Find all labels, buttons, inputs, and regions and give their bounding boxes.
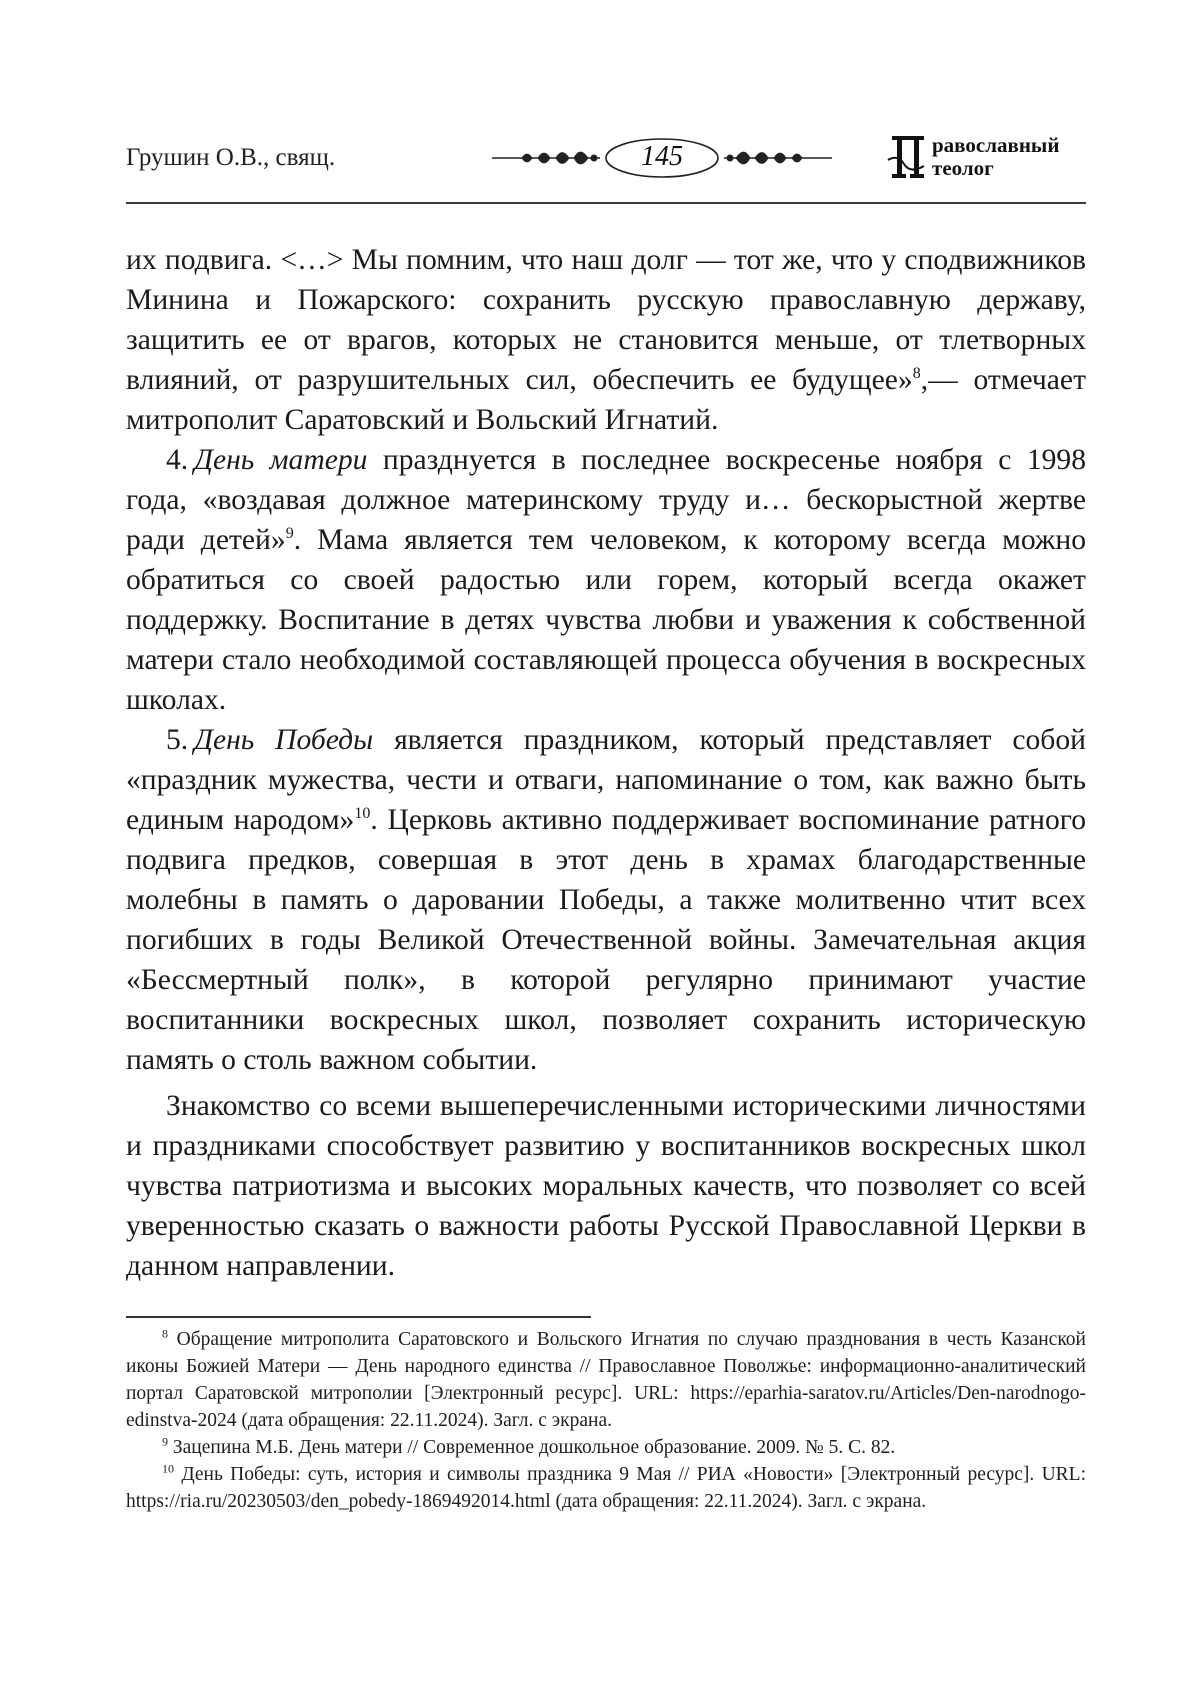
footnote-number: 10	[162, 1461, 174, 1476]
paragraph-1	[126, 240, 1086, 440]
paragraph-text: их подвига. <…> Мы помним, что наш долг — тот же, что у сподвижников Минина и Пожарского: сохранить русскую православную державу, защитить ее от врагов, которых не становится меньше, от тлетворных влияний, от разрушительных сил, обеспечить ее будущее»	[126, 244, 1086, 396]
footnote-text: Зацепина М.Б. День матери // Современное дошкольное образование. 2009. № 5. С. 82.	[168, 1437, 896, 1458]
list-number: 5.	[166, 724, 189, 756]
running-header	[126, 128, 1086, 202]
footnote-10	[126, 1461, 1086, 1515]
article-body	[126, 240, 1086, 1286]
paragraph-text: . Церковь активно поддерживает воспоминание ратного подвига предков, совершая в этот день в храмах благодарственные молебны в память о даровании Победы, а также молитвенно чтит всех погибших в годы Великой Отечественной войны. Замечательная акция «Бессмертный полк», в которой регулярно принимают участие воспитанники воскресных школ, позволяет сохранить историческую память о столь важном событии.	[126, 804, 1086, 1076]
page-number: 145	[641, 141, 683, 172]
journal-title-line2: теолог	[932, 156, 994, 180]
page-number-ornament	[492, 136, 832, 180]
author-name: Грушин О.В., свящ.	[126, 144, 336, 171]
paragraph-text: ,— отмечает митрополит Саратовский и Вольский Игнатий.	[126, 364, 1086, 436]
journal-title	[932, 134, 1059, 180]
footnote-divider	[126, 1316, 591, 1318]
footnote-9	[126, 1434, 1086, 1461]
journal-logo-icon	[886, 130, 930, 182]
paragraph-text: является праздником, который представляет собой «праздник мужества, чести и отваги, напоминание о том, как важно быть единым народом»	[126, 724, 1086, 836]
footnotes	[126, 1326, 1086, 1515]
journal-logo	[886, 132, 1086, 182]
paragraph-2	[126, 440, 1086, 720]
holiday-title: День Победы	[194, 724, 374, 756]
footnote-ref: 9	[285, 525, 294, 543]
footnote-number: 9	[162, 1434, 168, 1449]
journal-title-line1: равославный	[932, 133, 1060, 157]
footnote-ref: 8	[912, 365, 921, 383]
footnote-text: Обращение митрополита Саратовского и Вольского Игнатия по случаю празднования в честь Казанской иконы Божией Матери — День народного единства // Православное Поволжье: информационно-аналитический портал Саратовской митрополии [Электронный ресурс]. URL: https://eparhia-saratov.ru/Articles/Den-narodnogo-edinstva-2024 (дата обращения: 22.11.2024). Загл. с экрана.	[126, 1329, 1086, 1431]
holiday-title: День матери	[194, 444, 368, 476]
list-number: 4.	[166, 444, 189, 476]
paragraph-4: Знакомство со всеми вышеперечисленными историческими личностями и праздниками способствует развитию у воспитанников воскресных школ чувства патриотизма и высоких моральных качеств, что позволяет со всей уверенностью сказать о важности работы Русской Православной Церкви в данном направлении.	[126, 1090, 1086, 1282]
footnote-8	[126, 1326, 1086, 1434]
footnote-number: 8	[162, 1326, 168, 1341]
paragraph-text: празднуется в последнее воскресенье ноября с 1998 года, «воздавая должное материнскому труду и… бескорыстной жертве ради детей»	[126, 444, 1087, 556]
paragraph-text: . Мама является тем человеком, к которому всегда можно обратиться со своей радостью или горем, который всегда окажет поддержку. Воспитание в детях чувства любви и уважения к собственной матери стало необходимой составляющей процесса обучения в воскресных школах.	[126, 524, 1087, 716]
paragraph-3	[126, 720, 1086, 1080]
header-divider	[126, 202, 1086, 204]
footnote-text: День Победы: суть, история и символы праздника 9 Мая // РИА «Новости» [Электронный ресурс]. URL: https://ria.ru/20230503/den_pobedy-1869492014.html (дата обращения: 22.11.2024). Загл. с экрана.	[126, 1464, 1086, 1512]
footnote-ref: 10	[354, 805, 371, 823]
